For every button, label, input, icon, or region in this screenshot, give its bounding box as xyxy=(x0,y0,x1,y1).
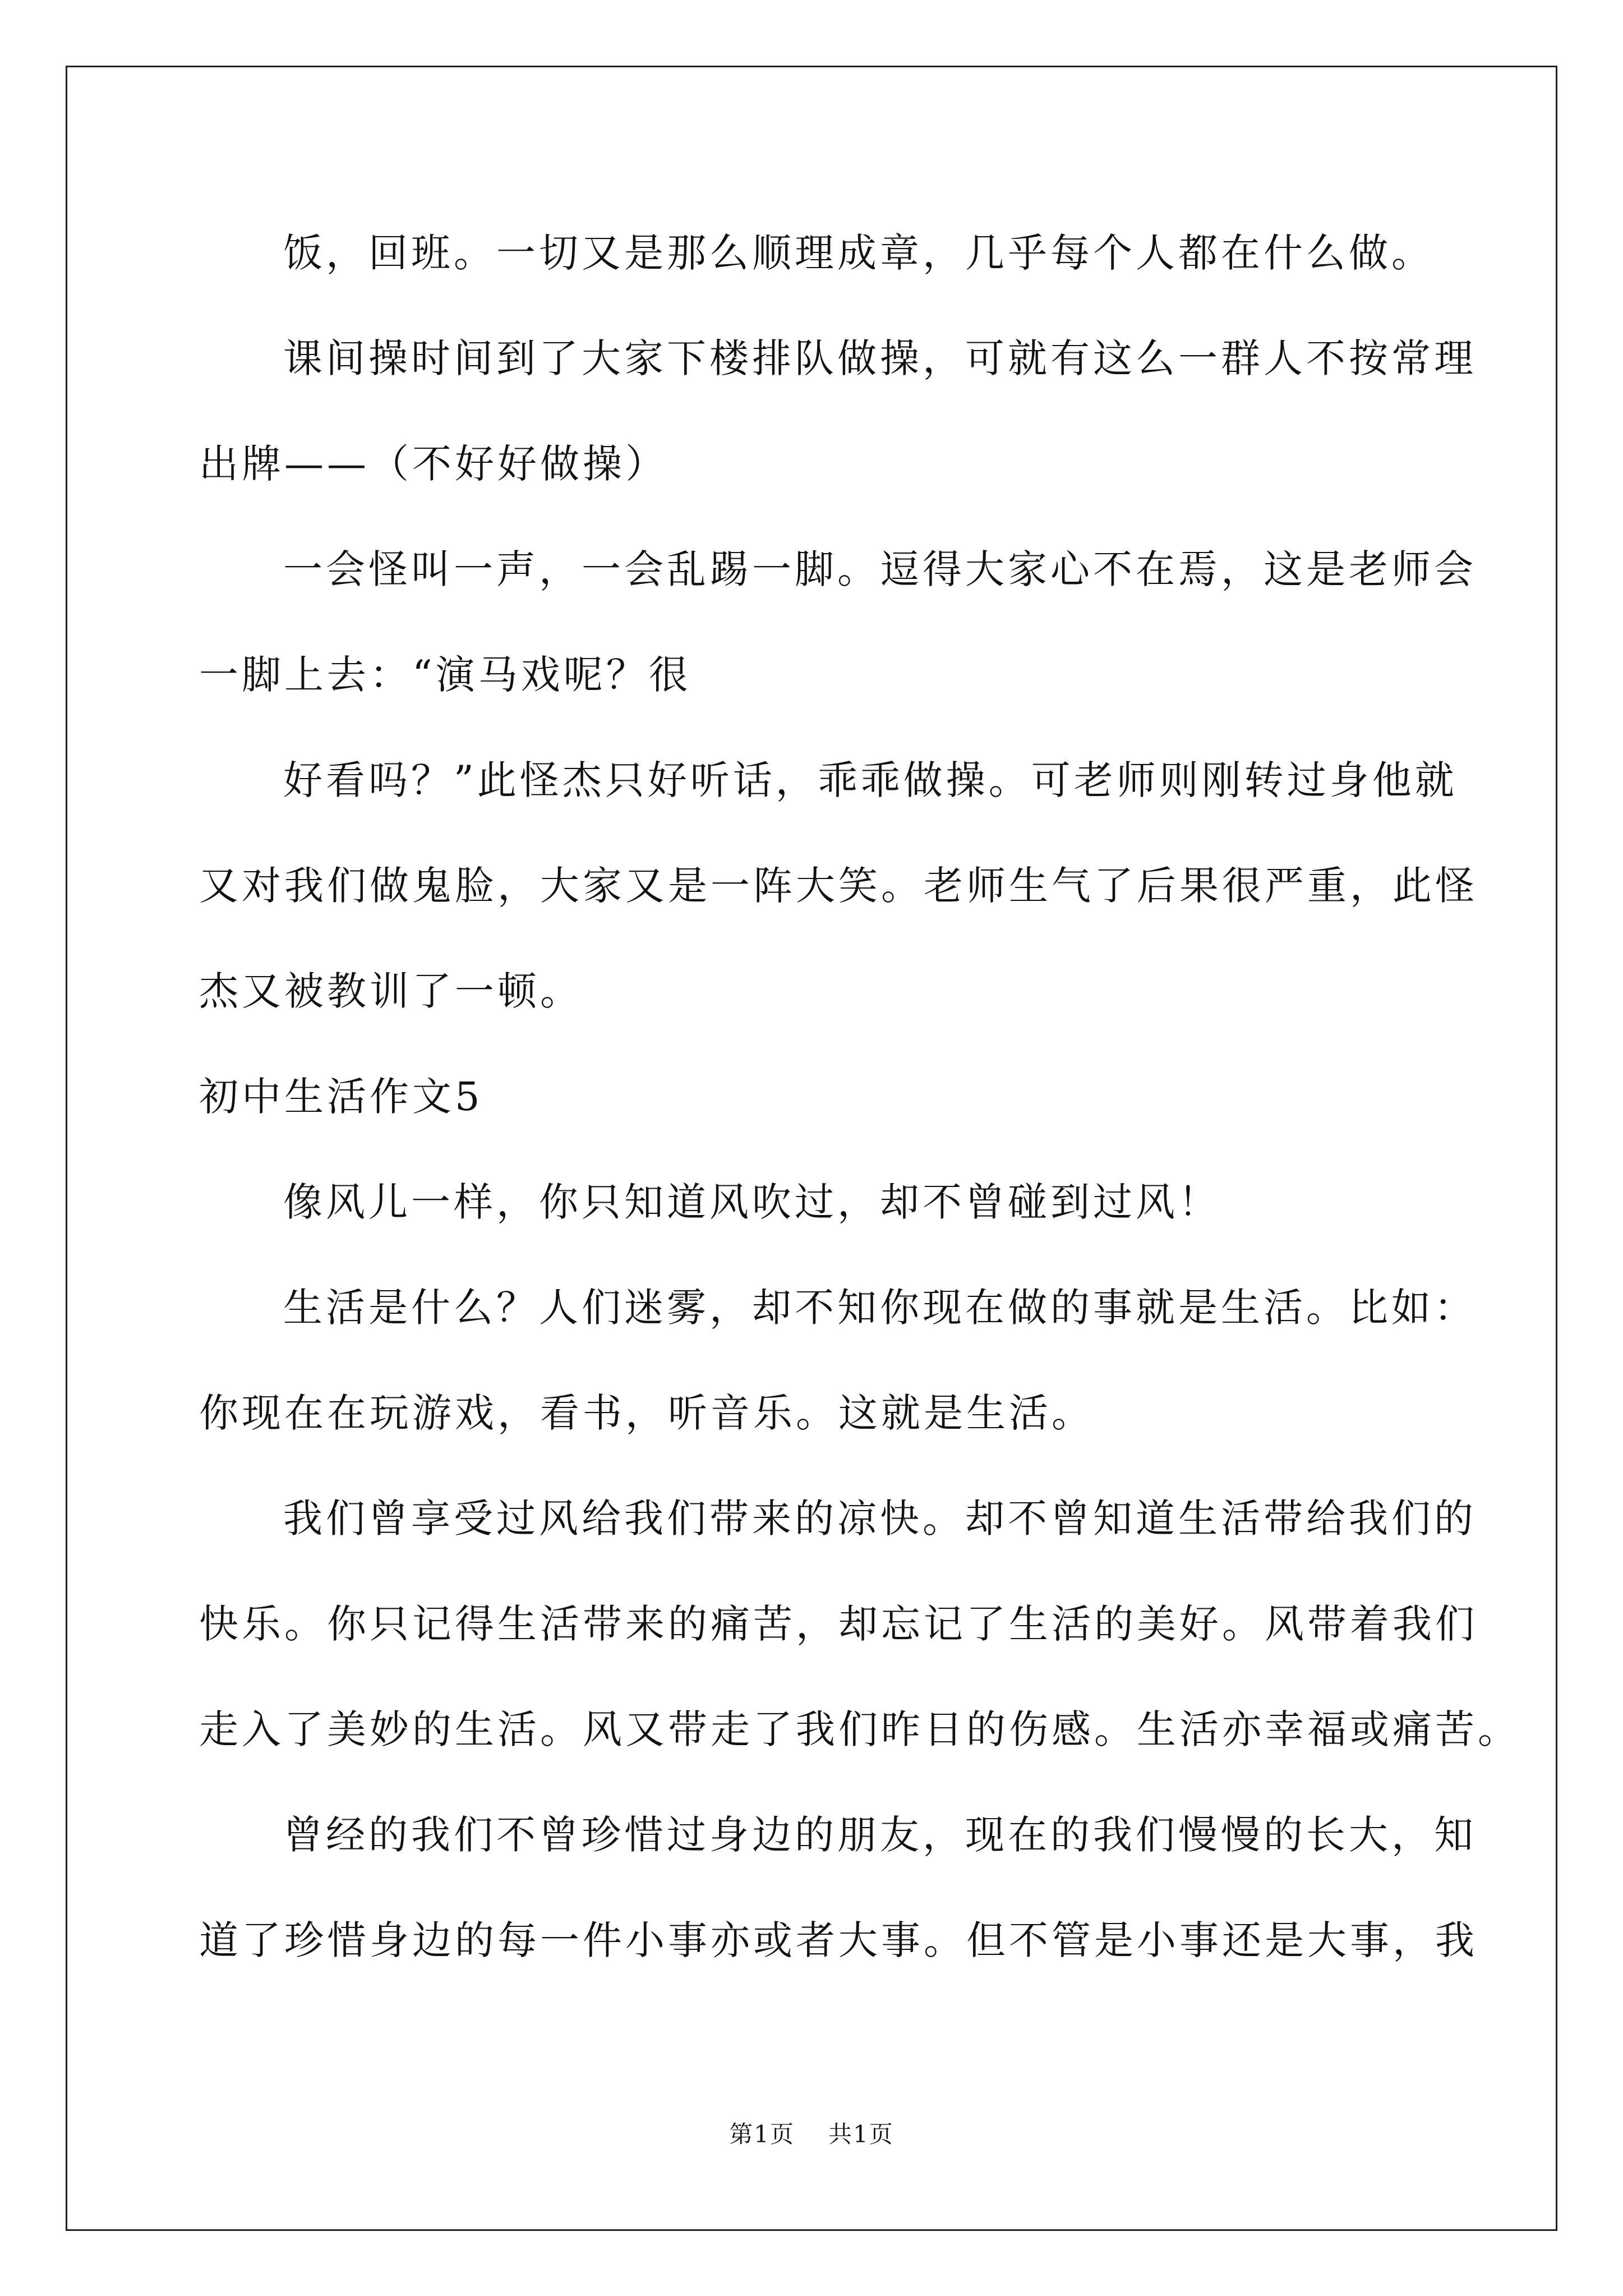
text-line-10: 像风儿一样，你只知道风吹过，却不曾碰到过风！ xyxy=(283,1179,1221,1225)
text-line-6: 好看吗？”此怪杰只好听话，乖乖做操。可老师则刚转过身他就 xyxy=(283,757,1458,803)
text-line-11: 生活是什么？人们迷雾，却不知你现在做的事就是生活。比如： xyxy=(283,1285,1477,1331)
page-footer xyxy=(0,2120,1623,2148)
text-line-1: 饭，回班。一切又是那么顺理成章，几乎每个人都在什么做。 xyxy=(283,230,1434,276)
text-line-16: 曾经的我们不曾珍惜过身边的朋友，现在的我们慢慢的长大，知 xyxy=(283,1812,1477,1858)
page-frame xyxy=(66,66,1557,2231)
text-line-5: 一脚上去：“演马戏呢？很 xyxy=(199,652,691,698)
page-total: 共1页 xyxy=(828,2120,894,2148)
text-line-3: 出牌——（不好好做操） xyxy=(199,441,668,487)
text-line-15: 走入了美妙的生活。风又带走了我们昨日的伤感。生活亦幸福或痛苦。 xyxy=(199,1706,1520,1752)
page-number: 第1页 xyxy=(729,2120,795,2148)
text-line-2: 课间操时间到了大家下楼排队做操，可就有这么一群人不按常理 xyxy=(283,335,1477,381)
text-line-7: 又对我们做鬼脸，大家又是一阵大笑。老师生气了后果很严重，此怪 xyxy=(199,863,1478,909)
text-line-8: 杰又被教训了一顿。 xyxy=(199,968,583,1014)
text-line-4: 一会怪叫一声，一会乱踢一脚。逗得大家心不在焉，这是老师会 xyxy=(283,546,1477,592)
section-heading: 初中生活作文5 xyxy=(199,1074,483,1120)
text-line-17: 道了珍惜身边的每一件小事亦或者大事。但不管是小事还是大事，我 xyxy=(199,1917,1478,1963)
text-line-12: 你现在在玩游戏，看书，听音乐。这就是生活。 xyxy=(199,1390,1094,1436)
text-line-14: 快乐。你只记得生活带来的痛苦，却忘记了生活的美好。风带着我们 xyxy=(199,1601,1478,1647)
text-line-13: 我们曾享受过风给我们带来的凉快。却不曾知道生活带给我们的 xyxy=(283,1496,1477,1542)
